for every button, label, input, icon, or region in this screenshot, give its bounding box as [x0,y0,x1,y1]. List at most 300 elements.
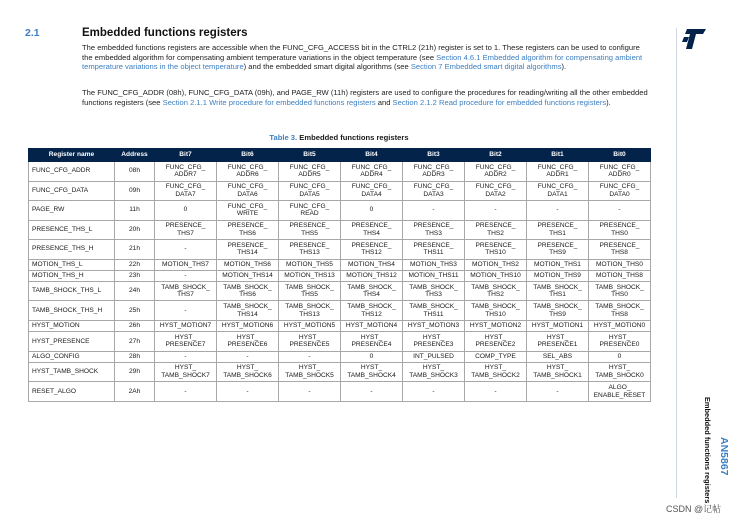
address-cell: 26h [115,320,155,331]
bit-cell-text: PRESENCE5 [289,341,330,349]
register-name-cell: HYST_MOTION [29,320,115,331]
column-header: Bit3 [403,149,465,162]
bit-cell-text: FUNC_CFG_ [165,183,206,191]
bit-cell-text: FUNC_CFG_ [227,183,268,191]
bit-cell [527,382,589,402]
bit-cell-text: HYST_MOTION2 [469,322,522,330]
bit-cell-text: PRESENCE3 [413,341,454,349]
bit-cell-text: THS5 [301,229,318,237]
bit-cell-text: READ [300,210,319,218]
bit-cell-text: - [556,206,559,214]
bit-cell [341,240,403,260]
bit-cell-text: PRESENCE_ [413,241,454,249]
address-cell: 23h [115,270,155,281]
bit-cell [279,240,341,260]
bit-cell [465,201,527,221]
bit-cell-text: MOTION_THS12 [346,271,397,279]
bit-cell-text: HYST_ [546,364,569,372]
table-row [29,301,651,321]
bit-cell [155,201,217,221]
bit-cell-text: HYST_ [546,333,569,341]
address-cell: 11h [115,201,155,221]
bit-cell [465,220,527,240]
bit-cell [279,162,341,182]
bit-cell-text: PRESENCE_ [227,241,268,249]
bit-cell-text: PRESENCE2 [475,341,516,349]
bit-cell-text: PRESENCE_ [537,241,578,249]
bit-cell-text: FUNC_CFG_ [413,183,454,191]
bit-cell-text: THS11 [423,310,444,318]
bit-cell-text: 0 [369,206,374,214]
bit-cell-text: FUNC_CFG_ [475,183,516,191]
bit-cell-text: HYST_ [236,364,259,372]
bit-cell-text: HYST_MOTION6 [221,322,274,330]
procedure-paragraph [82,88,652,107]
register-name-cell: PRESENCE_THS_H [29,240,115,260]
bit-cell [465,270,527,281]
bit-cell [527,320,589,331]
bit-cell-text: PRESENCE6 [227,341,268,349]
bit-cell-text: ADDR2 [484,171,507,179]
bit-cell-text: THS14 [237,310,258,318]
bit-cell-text: THS6 [239,229,256,237]
table-row [29,320,651,331]
bit-cell-text: TAMB_SHOCK_ [471,303,520,311]
bit-cell-text: THS1 [549,291,566,299]
bit-cell-text: HYST_ [608,364,631,372]
bit-cell-text: - [246,352,249,360]
address-cell: 21h [115,240,155,260]
bit-cell-text: TAMB_SHOCK_ [161,283,210,291]
bit-cell-text: TAMB_SHOCK5 [285,372,334,379]
bit-cell [279,301,341,321]
bit-cell-text: TAMB_SHOCK7 [161,372,210,379]
bit-cell [527,201,589,221]
bit-cell-text: THS3 [425,291,442,299]
section-2-1-1-link[interactable]: Section 2.1.1 Write procedure for embedded functions registers [162,97,376,107]
bit-cell [527,259,589,270]
bit-cell [217,332,279,352]
bit-cell [527,332,589,352]
bit-cell [217,259,279,270]
paragraph-text: ). [606,97,611,107]
bit-cell-text: TAMB_SHOCK4 [347,372,396,379]
bit-cell [465,181,527,201]
bit-cell-text: THS0 [611,229,628,237]
bit-cell-text: THS8 [611,249,628,257]
bit-cell-text: PRESENCE_ [289,222,330,230]
bit-cell [527,351,589,362]
bit-cell-text: - [184,271,187,279]
bit-cell-text: MOTION_THS7 [162,260,209,268]
bit-cell [589,270,651,281]
bit-cell-text: THS2 [487,291,504,299]
column-header: Bit6 [217,149,279,162]
bit-cell [589,259,651,270]
section-4-6-1-link[interactable]: Section 4.6.1 Embedded algorithm for compensating ambient temperature variations in the object temperature [82,52,643,72]
bit-cell-text: THS4 [363,229,380,237]
paragraph-text: The embedded functions registers are accessible when the FUNC_CFG_ACCESS bit in the CTRL2 (21h) register is set to 1. These registers can be used to configure the embedded algorithm for compensating ambient temperature variations in the object temperature (see [82,43,640,62]
section-2-1-2-link[interactable]: Section 2.1.2 Read procedure for embedded functions registers [392,97,607,107]
bit-cell [465,281,527,301]
paragraph-text: ). [561,62,567,72]
bit-cell [155,270,217,281]
bit-cell [155,320,217,331]
bit-cell-text: ADDR5 [298,171,321,179]
bit-cell [465,259,527,270]
bit-cell-text: TAMB_SHOCK_ [285,303,334,311]
bit-cell [403,201,465,221]
bit-cell-text: COMP_TYPE [475,352,516,360]
bit-cell [341,351,403,362]
bit-cell-text: HYST_ [298,364,321,372]
table-row [29,220,651,240]
bit-cell-text: FUNC_CFG_ [351,163,392,171]
bit-cell-text: - [494,387,497,395]
bit-cell [465,320,527,331]
bit-cell-text: PRESENCE_ [227,222,268,230]
bit-cell-text: HYST_ [608,333,631,341]
register-name-cell: FUNC_CFG_ADDR [29,162,115,182]
table-row [29,181,651,201]
bit-cell-text: TAMB_SHOCK_ [409,303,458,311]
bit-cell-text: THS12 [361,310,382,318]
bit-cell [527,240,589,260]
bit-cell [465,332,527,352]
bit-cell-text: ADDR0 [608,171,631,179]
bit-cell-text: HYST_ [360,333,383,341]
address-cell: 2Ah [115,382,155,402]
bit-cell-text: TAMB_SHOCK_ [595,303,644,311]
bit-cell [527,301,589,321]
bit-cell [403,301,465,321]
bit-cell [527,270,589,281]
bit-cell [217,362,279,382]
bit-cell [465,162,527,182]
bit-cell [527,181,589,201]
bit-cell-text: TAMB_SHOCK_ [471,283,520,291]
bit-cell [279,270,341,281]
bit-cell-text: MOTION_THS11 [408,271,459,279]
bit-cell-text: THS0 [611,291,628,299]
bit-cell-text: FUNC_CFG_ [475,163,516,171]
bit-cell-text: THS8 [611,310,628,318]
bit-cell-text: MOTION_THS3 [410,260,457,268]
table-row [29,362,651,382]
bit-cell [465,240,527,260]
bit-cell [589,162,651,182]
column-header: Bit2 [465,149,527,162]
bit-cell [589,240,651,260]
bit-cell-text: HYST_ [174,333,197,341]
register-name-cell: MOTION_THS_H [29,270,115,281]
bit-cell-text: MOTION_THS1 [534,260,581,268]
bit-cell [341,270,403,281]
register-name-cell: PAGE_RW [29,201,115,221]
bit-cell [403,162,465,182]
register-name-cell: ALGO_CONFIG [29,351,115,362]
bit-cell [279,320,341,331]
bit-cell [217,240,279,260]
bit-cell [217,270,279,281]
bit-cell-text: ADDR1 [546,171,569,179]
bit-cell [465,362,527,382]
bit-cell-text: PRESENCE4 [351,341,392,349]
bit-cell [403,320,465,331]
bit-cell-text: DATA4 [361,190,382,198]
bit-cell [155,181,217,201]
table-row [29,332,651,352]
bit-cell [217,301,279,321]
table-row [29,351,651,362]
bit-cell [403,382,465,402]
section-7-link[interactable]: Section 7 Embedded smart digital algorithms [410,62,562,72]
bit-cell-text: HYST_ [236,333,259,341]
register-name-cell: TAMB_SHOCK_THS_H [29,301,115,321]
address-cell: 08h [115,162,155,182]
bit-cell-text: HYST_ [422,333,445,341]
table-row [29,281,651,301]
bit-cell-text: PRESENCE_ [537,222,578,230]
bit-cell-text: HYST_ [422,364,445,372]
bit-cell-text: PRESENCE0 [599,341,640,349]
bit-cell-text: PRESENCE_ [475,241,516,249]
bit-cell [341,382,403,402]
bit-cell-text: - [556,387,559,395]
table-row [29,259,651,270]
bit-cell-text: - [432,206,435,214]
bit-cell-text: FUNC_CFG_ [351,183,392,191]
bit-cell-text: TAMB_SHOCK_ [285,283,334,291]
bit-cell-text: FUNC_CFG_ [289,183,330,191]
table-caption-label: Table 3. [269,133,298,142]
bit-cell [217,351,279,362]
bit-cell [403,220,465,240]
bit-cell-text: - [370,387,373,395]
bit-cell-text: HYST_ [174,364,197,372]
bit-cell-text: TAMB_SHOCK3 [409,372,458,379]
bit-cell [403,181,465,201]
bit-cell [589,281,651,301]
bit-cell-text: TAMB_SHOCK_ [595,283,644,291]
bit-cell-text: TAMB_SHOCK_ [533,303,582,311]
bit-cell [217,281,279,301]
bit-cell-text: DATA1 [547,190,568,198]
column-header: Bit0 [589,149,651,162]
bit-cell [403,270,465,281]
bit-cell-text: ADDR7 [174,171,197,179]
bit-cell-text: THS10 [485,249,506,257]
bit-cell-text: THS14 [237,249,258,257]
bit-cell-text: 0 [369,352,374,360]
column-header: Bit5 [279,149,341,162]
bit-cell [155,351,217,362]
register-name-cell: TAMB_SHOCK_THS_L [29,281,115,301]
bit-cell-text: 0 [183,206,188,214]
bit-cell-text: PRESENCE_ [351,241,392,249]
bit-cell-text: THS13 [299,310,320,318]
bit-cell-text: THS1 [549,229,566,237]
bit-cell [589,301,651,321]
bit-cell [589,332,651,352]
table-caption-title: Embedded functions registers [299,133,409,142]
bit-cell [589,181,651,201]
bit-cell-text: FUNC_CFG_ [289,202,330,210]
bit-cell [217,181,279,201]
bit-cell-text: FUNC_CFG_ [599,183,640,191]
bit-cell [279,201,341,221]
bit-cell [279,281,341,301]
paragraph-text: ) and the embedded smart digital algorithms (see [243,62,411,72]
bit-cell-text: MOTION_THS0 [596,260,643,268]
bit-cell [403,281,465,301]
bit-cell [155,362,217,382]
bit-cell-text: THS7 [177,291,194,299]
column-header: Bit1 [527,149,589,162]
register-name-cell: HYST_PRESENCE [29,332,115,352]
bit-cell [527,362,589,382]
bit-cell-text: INT_PULSED [413,352,454,360]
intro-paragraph [82,43,652,72]
bit-cell [403,351,465,362]
bit-cell-text: MOTION_THS4 [348,260,395,268]
bit-cell-text: HYST_ [484,333,507,341]
bit-cell-text: MOTION_THS6 [224,260,271,268]
bit-cell-text: THS11 [423,249,444,257]
bit-cell-text: 0 [617,352,622,360]
address-cell: 24h [115,281,155,301]
address-cell: 20h [115,220,155,240]
bit-cell [527,220,589,240]
bit-cell-text: MOTION_THS13 [284,271,335,279]
bit-cell-text: - [184,306,187,314]
bit-cell-text: THS9 [549,249,566,257]
bit-cell [279,351,341,362]
bit-cell [155,220,217,240]
bit-cell-text: HYST_MOTION0 [593,322,646,330]
address-cell: 22h [115,259,155,270]
bit-cell-text: HYST_MOTION3 [407,322,460,330]
bit-cell-text: FUNC_CFG_ [289,163,330,171]
bit-cell-text: MOTION_THS14 [222,271,273,279]
bit-cell-text: - [308,352,311,360]
bit-cell-text: FUNC_CFG_ [227,202,268,210]
bit-cell-text: HYST_ [298,333,321,341]
bit-cell-text: THS9 [549,310,566,318]
registers-table [28,148,651,402]
bit-cell-text: MOTION_THS10 [470,271,521,279]
table-row [29,162,651,182]
bit-cell-text: FUNC_CFG_ [537,163,578,171]
bit-cell-text: FUNC_CFG_ [165,163,206,171]
table-header-row [29,149,651,162]
watermark: CSDN @记帖 [666,504,722,514]
bit-cell-text: THS13 [299,249,320,257]
bit-cell-text: PRESENCE7 [165,341,206,349]
column-header: Bit4 [341,149,403,162]
bit-cell-text: TAMB_SHOCK0 [595,372,644,379]
bit-cell [217,201,279,221]
bit-cell-text: TAMB_SHOCK1 [533,372,582,379]
bit-cell [341,320,403,331]
bit-cell-text: PRESENCE_ [413,222,454,230]
bit-cell-text: TAMB_SHOCK_ [409,283,458,291]
bit-cell-text: - [432,387,435,395]
bit-cell [155,281,217,301]
bit-cell-text: - [184,352,187,360]
bit-cell-text: HYST_ [360,364,383,372]
sidebar-section-text: Embedded functions registers [703,397,712,504]
bit-cell-text: MOTION_THS9 [534,271,581,279]
column-header: Address [115,149,155,162]
register-name-cell: MOTION_THS_L [29,259,115,270]
bit-cell-text: THS6 [239,291,256,299]
bit-cell-text: FUNC_CFG_ [413,163,454,171]
bit-cell-text: - [184,245,187,253]
bit-cell-text: MOTION_THS5 [286,260,333,268]
bit-cell-text: THS12 [361,249,382,257]
bit-cell-text: TAMB_SHOCK6 [223,372,272,379]
section-number: 2.1 [25,27,40,39]
bit-cell [155,162,217,182]
bit-cell-text: SEL_ABS [542,352,573,360]
bit-cell-text: FUNC_CFG_ [537,183,578,191]
bit-cell-text: - [246,387,249,395]
bit-cell [279,181,341,201]
table-row [29,201,651,221]
bit-cell-text: DATA3 [423,190,444,198]
bit-cell [527,281,589,301]
paragraph-text: The FUNC_CFG_ADDR (08h), FUNC_CFG_DATA (09h), and PAGE_RW (11h) registers are used to configure the procedures for reading/writing all the other embedded functions registers (see [82,88,648,107]
sidebar-doc-code: AN5867 [718,437,730,476]
address-cell: 27h [115,332,155,352]
bit-cell-text: WRITE [236,210,259,218]
bit-cell [341,362,403,382]
bit-cell [403,332,465,352]
bit-cell-text: DATA5 [299,190,320,198]
bit-cell [217,162,279,182]
table-row [29,270,651,281]
bit-cell-text: ADDR4 [360,171,383,179]
bit-cell-text: THS5 [301,291,318,299]
bit-cell-text: THS2 [487,229,504,237]
bit-cell-text: TAMB_SHOCK2 [471,372,520,379]
bit-cell [279,259,341,270]
bit-cell-text: THS7 [177,229,194,237]
bit-cell [403,362,465,382]
bit-cell [341,162,403,182]
bit-cell-text: - [618,206,621,214]
bit-cell [403,240,465,260]
bit-cell [341,181,403,201]
bit-cell [589,320,651,331]
bit-cell [341,201,403,221]
bit-cell-text: THS4 [363,291,380,299]
bit-cell-text: DATA6 [237,190,258,198]
paragraph-text: and [375,97,393,107]
address-cell: 25h [115,301,155,321]
bit-cell-text: DATA2 [485,190,506,198]
bit-cell [279,362,341,382]
bit-cell-text: HYST_ [484,364,507,372]
table-caption [28,133,650,142]
bit-cell [155,332,217,352]
bit-cell-text: PRESENCE_ [289,241,330,249]
bit-cell-text: TAMB_SHOCK_ [347,283,396,291]
bit-cell-text: - [184,387,187,395]
bit-cell-text: ADDR6 [236,171,259,179]
bit-cell-text: DATA7 [175,190,196,198]
